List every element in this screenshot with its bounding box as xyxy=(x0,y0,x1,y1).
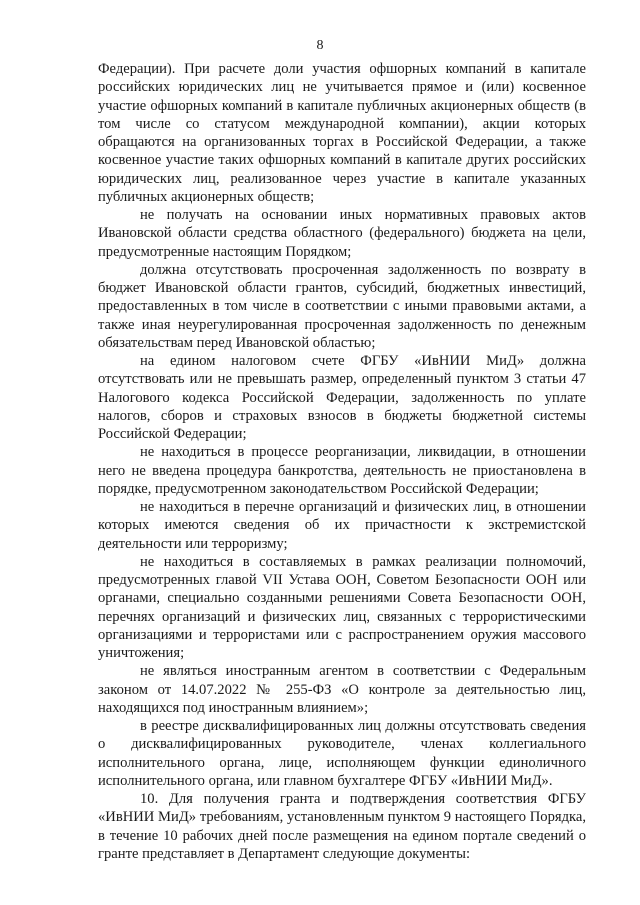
document-body xyxy=(98,60,586,863)
paragraph-offshore-participation: Федерации). При расчете доли участия офшорных компаний в капитале российских юридических лиц не учитывается прямое и (или) косвенное участие офшорных компаний в капитале публичных акционерных обществ (в том числе со статусом международной компании), акции которых обращаются на организованных торгах в Российской Федерации, а также косвенное участие таких офшорных компаний в капитале других российских юридических лиц, реализованное через участие в капитале указанных публичных акционерных обществ; xyxy=(98,61,586,205)
paragraph-item-10-documents: 10. Для получения гранта и подтверждения соответствия ФГБУ «ИвНИИ МиД» требованиям, установленным пунктом 9 настоящего Порядка, в течение 10 рабочих дней после размещения на едином портале сведений о гранте представляет в Департамент следующие документы: xyxy=(98,791,586,862)
paragraph-no-reorganization: не находиться в процессе реорганизации, ликвидации, в отношении него не введена процедура банкротства, деятельность не приостановлена в порядке, предусмотренном законодательством Российской Федерации; xyxy=(98,444,586,497)
paragraph-no-other-budget-funds: не получать на основании иных нормативных правовых актов Ивановской области средства областного (федерального) бюджета на цели, предусмотренные настоящим Порядком; xyxy=(98,207,586,260)
paragraph-foreign-agent: не являться иностранным агентом в соответствии с Федеральным законом от 14.07.2022 № 255-ФЗ «О контроле за деятельностью лиц, находящихся под иностранным влиянием»; xyxy=(98,663,586,716)
paragraph-no-overdue-debt-region: должна отсутствовать просроченная задолженность по возврату в бюджет Ивановской области грантов, субсидий, бюджетных инвестиций, предоставленных в том числе в соответствии с иными правовыми актами, а также иная неурегулированная просроченная задолженность по денежным обязательствам перед Ивановской областью; xyxy=(98,261,586,351)
paragraph-un-lists: не находиться в составляемых в рамках реализации полномочий, предусмотренных главой VII Устава ООН, Советом Безопасности ООН или органами, специально созданными решениями Совета Безопасности ООН, перечнях организаций и физических лиц, связанных с террористическими организациями и террористами или с распространением оружия массового уничтожения; xyxy=(98,553,586,661)
paragraph-disqualified-registry: в реестре дисквалифицированных лиц должны отсутствовать сведения о дисквалифицированных руководителе, членах коллегиального исполнительного органа, лице, исполняющем функции единоличного исполнительного органа, или главном бухгалтере ФГБУ «ИвНИИ МиД». xyxy=(98,718,586,789)
paragraph-extremism-list: не находиться в перечне организаций и физических лиц, в отношении которых имеются сведения об их причастности к экстремистской деятельности или терроризму; xyxy=(98,499,586,552)
page-number: 8 xyxy=(316,38,324,53)
paragraph-tax-account-debt: на едином налоговом счете ФГБУ «ИвНИИ МиД» должна отсутствовать или не превышать размер, определенный пунктом 3 статьи 47 Налогового кодекса Российской Федерации, задолженность по уплате налогов, сборов и страховых взносов в бюджеты бюджетной системы Российской Федерации; xyxy=(98,353,586,442)
